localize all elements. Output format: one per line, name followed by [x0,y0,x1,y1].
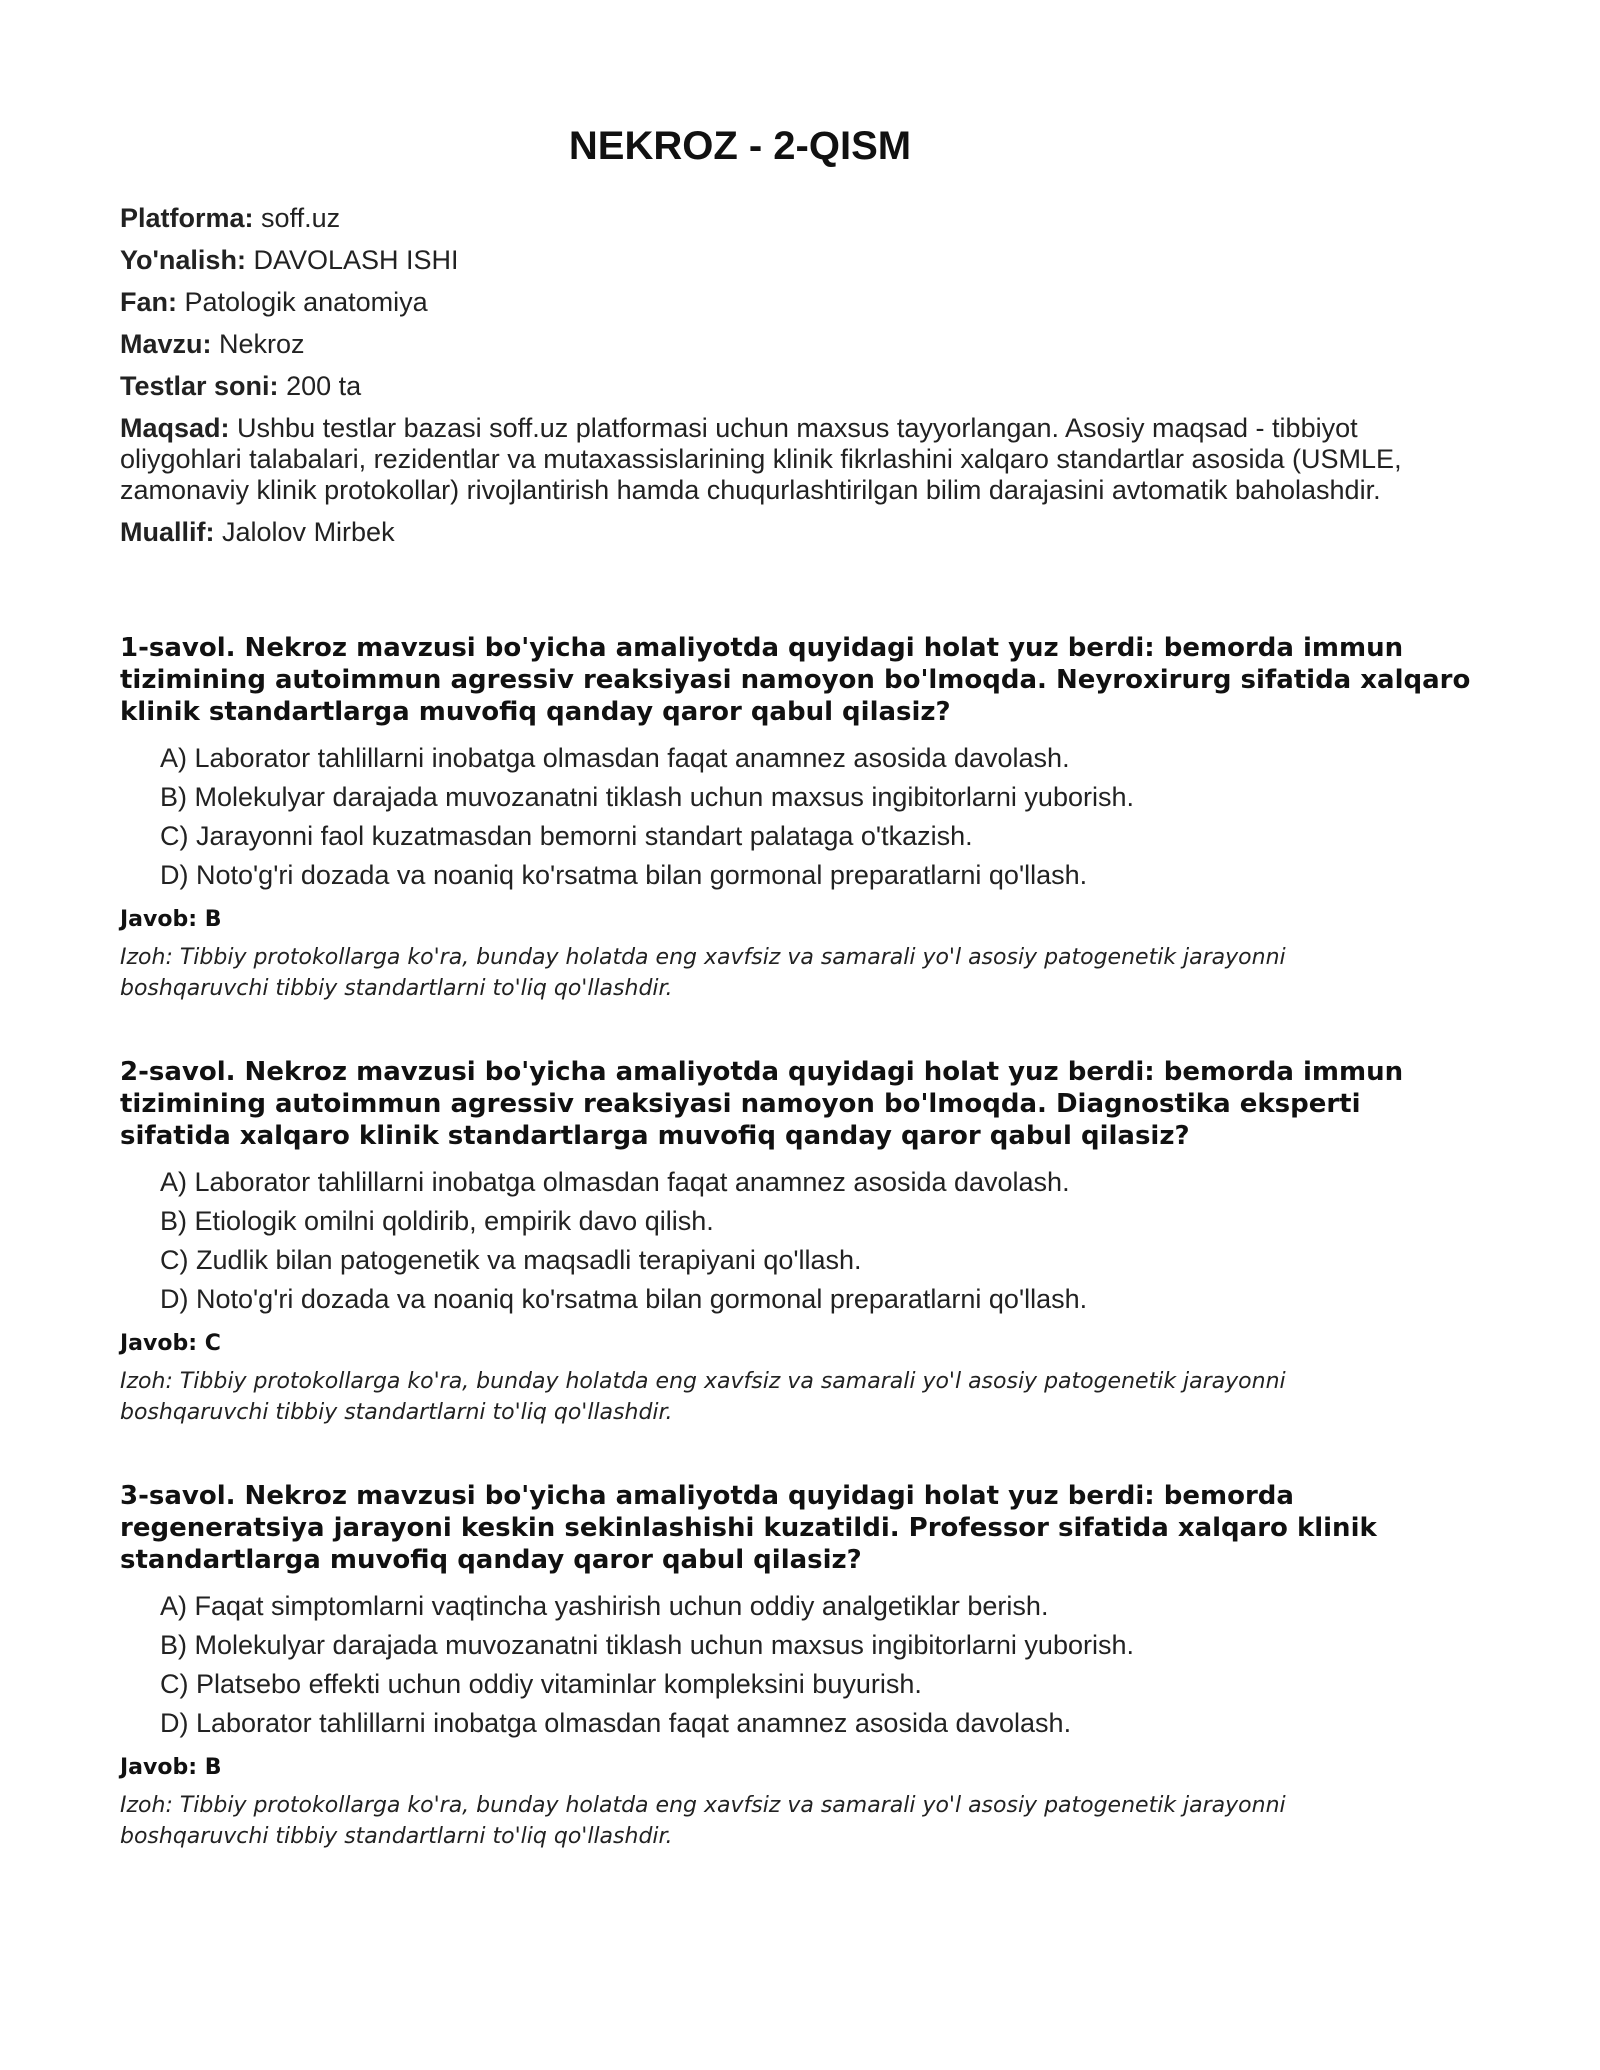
meta-platform [120,203,1480,234]
document-page [120,0,1480,1904]
meta-topic [120,329,1480,360]
meta-value: Patologik anatomiya [184,287,428,317]
meta-label: Platforma: [120,203,254,233]
meta-value: Ushbu testlar bazasi soff.uz platformasi uchun maxsus tayyorlangan. Asosiy maqsad - tibbiyot oliygohlari talabalari, rezidentlar va mutaxassislarining klinik fikrlashini xalqaro standartlar asosida (USMLE, zamonaviy klinik protokollar) rivojlantirish hamda chuqurlashtirilgan bilim darajasini avtomatik baholashdir. [120,413,1402,505]
meta-direction [120,245,1480,276]
options-list [120,743,1480,891]
answer-label: Javob: C [120,1331,221,1356]
question-block [120,632,1480,1004]
option-d: D) Noto'g'ri dozada va noaniq ko'rsatma bilan gormonal preparatlarni qo'llash. [160,1284,1088,1314]
options-list [120,1167,1480,1315]
answer-note: Izoh: Tibbiy protokollarga ko'ra, bunday holatda eng xavfsiz va samarali yo'l asosiy patogenetik jarayonni boshqaruvchi tibbiy standartlarni to'liq qo'llashdir. [120,1793,1286,1849]
meta-label: Mavzu: [120,329,212,359]
meta-label: Yo'nalish: [120,245,246,275]
option-d: D) Noto'g'ri dozada va noaniq ko'rsatma bilan gormonal preparatlarni qo'llash. [160,860,1088,890]
answer-label: Javob: B [120,1755,222,1780]
option-a: A) Faqat simptomlarni vaqtincha yashirish uchun oddiy analgetiklar berish. [160,1591,1049,1621]
questions-list [120,632,1480,1852]
answer-note: Izoh: Tibbiy protokollarga ko'ra, bunday holatda eng xavfsiz va samarali yo'l asosiy patogenetik jarayonni boshqaruvchi tibbiy standartlarni to'liq qo'llashdir. [120,945,1286,1001]
option-a: A) Laborator tahlillarni inobatga olmasdan faqat anamnez asosida davolash. [160,1167,1070,1197]
question-text: 3-savol. Nekroz mavzusi bo'yicha amaliyotda quyidagi holat yuz berdi: bemorda regeneratsiya jarayoni keskin sekinlashishi kuzatildi. Professor sifatida xalqaro klinik standartlarga muvofiq qanday qaror qabul qilasiz? [120,1481,1377,1575]
question-text: 2-savol. Nekroz mavzusi bo'yicha amaliyotda quyidagi holat yuz berdi: bemorda immun tizimining autoimmun agressiv reaksiyasi namoyon bo'lmoqda. Diagnostika eksperti sifatida xalqaro klinik standartlarga muvofiq qanday qaror qabul qilasiz? [120,1057,1404,1151]
question-block [120,1480,1480,1852]
answer-note: Izoh: Tibbiy protokollarga ko'ra, bunday holatda eng xavfsiz va samarali yo'l asosiy patogenetik jarayonni boshqaruvchi tibbiy standartlarni to'liq qo'llashdir. [120,1369,1286,1425]
document-title: NEKROZ - 2-QISM [568,124,912,168]
option-d: D) Laborator tahlillarni inobatga olmasdan faqat anamnez asosida davolash. [160,1708,1072,1738]
meta-author [120,517,1480,548]
option-a: A) Laborator tahlillarni inobatga olmasdan faqat anamnez asosida davolash. [160,743,1070,773]
meta-goal [120,413,1470,506]
meta-test-count [120,371,1480,402]
meta-label: Fan: [120,287,177,317]
meta-value: 200 ta [286,371,362,401]
meta-label: Testlar soni: [120,371,279,401]
meta-value: Nekroz [219,329,305,359]
option-c: C) Jarayonni faol kuzatmasdan bemorni standart palataga o'tkazish. [160,821,973,851]
meta-section [120,203,1480,548]
question-text: 1-savol. Nekroz mavzusi bo'yicha amaliyotda quyidagi holat yuz berdi: bemorda immun tizimining autoimmun agressiv reaksiyasi namoyon bo'lmoqda. Neyroxirurg sifatida xalqaro klinik standartlarga muvofiq qanday qaror qabul qilasiz? [120,633,1471,727]
meta-value: soff.uz [261,203,341,233]
meta-label: Maqsad: [120,413,230,443]
option-c: C) Platsebo effekti uchun oddiy vitaminlar kompleksini buyurish. [160,1669,922,1699]
meta-value: DAVOLASH ISHI [253,245,459,275]
meta-value: Jalolov Mirbek [222,517,395,547]
option-b: B) Etiologik omilni qoldirib, empirik davo qilish. [160,1206,714,1236]
meta-label: Muallif: [120,517,215,547]
option-c: C) Zudlik bilan patogenetik va maqsadli terapiyani qo'llash. [160,1245,862,1275]
question-block [120,1056,1480,1428]
answer-label: Javob: B [120,907,222,932]
options-list [120,1591,1480,1739]
option-b: B) Molekulyar darajada muvozanatni tiklash uchun maxsus ingibitorlarni yuborish. [160,782,1134,812]
meta-subject [120,287,1480,318]
option-b: B) Molekulyar darajada muvozanatni tiklash uchun maxsus ingibitorlarni yuborish. [160,1630,1134,1660]
